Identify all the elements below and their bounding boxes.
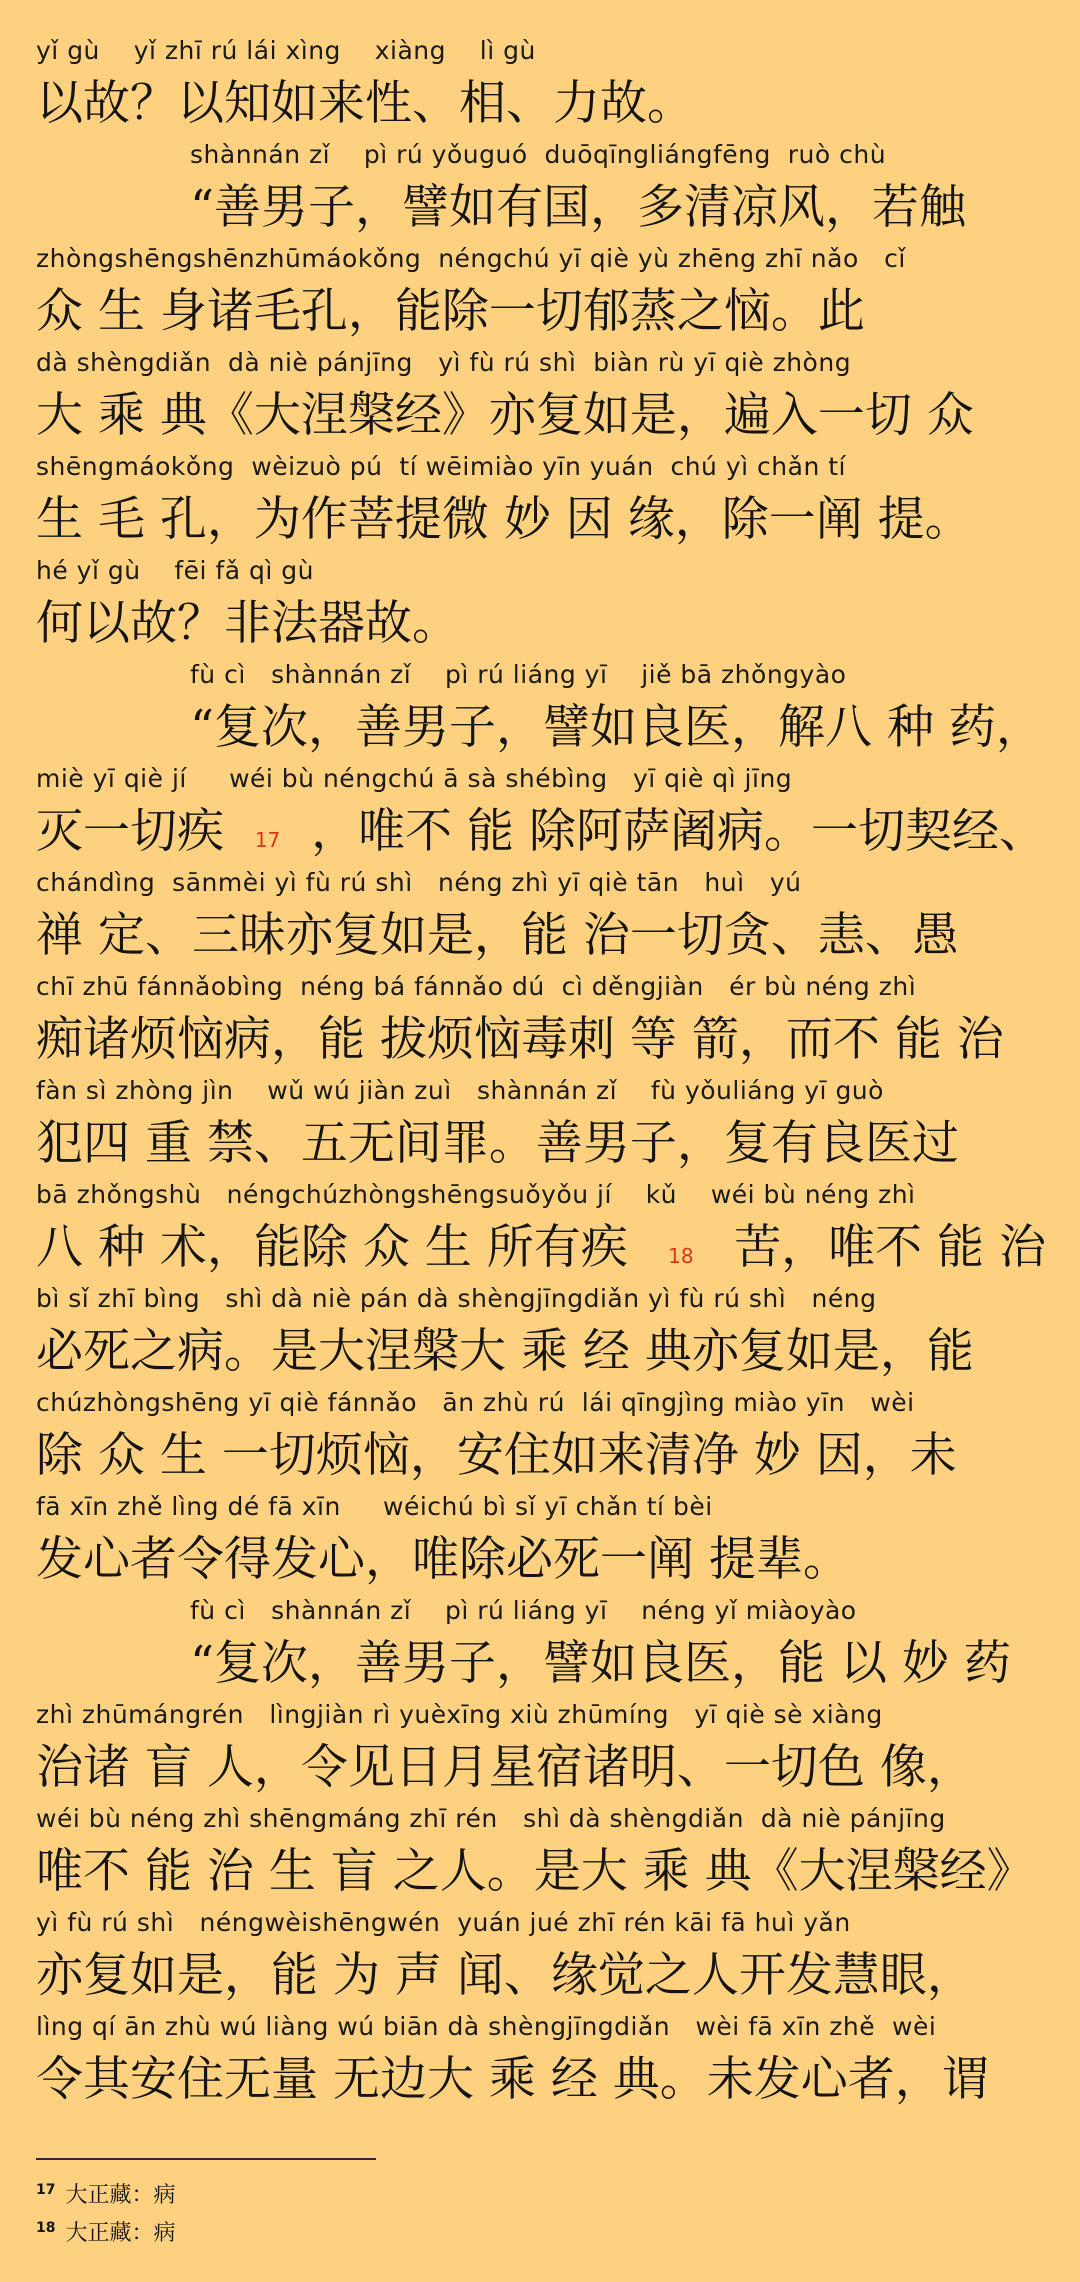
pinyin-text: chándìng sānmèi yì fù rú shì néng zhì yī qiè tān huì yú bbox=[36, 868, 802, 897]
pinyin-text: chúzhòngshēng yī qiè fánnǎo ān zhù rú lái qīngjìng miào yīn wèi bbox=[36, 1388, 915, 1417]
hanzi-line bbox=[36, 282, 1046, 342]
hanzi-text: 亦复如是，能 为 声 闻、缘觉之人开发慧眼， bbox=[36, 1948, 974, 2003]
pinyin-text: zhì zhūmángrén lìngjiàn rì yuèxīng xiù zhūmíng yī qiè sè xiàng bbox=[36, 1700, 883, 1729]
pinyin-text: fù cì shànnán zǐ pì rú liáng yī néng yǐ miàoyào bbox=[190, 1596, 857, 1625]
text-line bbox=[36, 346, 1046, 443]
pinyin-line bbox=[36, 1906, 1046, 1946]
pinyin-line bbox=[36, 1490, 1046, 1530]
text-line bbox=[36, 34, 1046, 131]
pinyin-text: chī zhū fánnǎobìng néng bá fánnǎo dú cì děngjiàn ér bù néng zhì bbox=[36, 972, 917, 1001]
hanzi-text: 犯四 重 禁、五无间罪。善男子，复有良医过 bbox=[36, 1116, 959, 1171]
footnote-text: 大正藏：病 bbox=[65, 2221, 176, 2246]
text-line bbox=[36, 1178, 1046, 1275]
pinyin-line bbox=[36, 762, 1046, 802]
pinyin-text: lìng qí ān zhù wú liàng wú biān dà shèngjīngdiǎn wèi fā xīn zhě wèi bbox=[36, 2012, 937, 2041]
hanzi-text: 除 众 生 一切烦恼，安住如来清净 妙 因，未 bbox=[36, 1428, 957, 1483]
hanzi-line bbox=[36, 1530, 1046, 1590]
footnote-marker[interactable]: 17 bbox=[254, 828, 281, 852]
text-line bbox=[36, 762, 1046, 859]
pinyin-line bbox=[36, 1282, 1046, 1322]
footnote-number: 18 bbox=[36, 2219, 56, 2236]
pinyin-text: bā zhǒngshù néngchúzhòngshēngsuǒyǒu jí kǔ wéi bù néng zhì bbox=[36, 1180, 916, 1209]
hanzi-text: 令其安住无量 无边大 乘 经 典。未发心者，谓 bbox=[36, 2052, 989, 2107]
footnote-divider bbox=[36, 2158, 376, 2160]
hanzi-line bbox=[190, 698, 1046, 758]
pinyin-line bbox=[36, 2010, 1046, 2050]
pinyin-text: wéi bù néng zhì shēngmáng zhī rén shì dà shèngdiǎn dà niè pánjīng bbox=[36, 1804, 946, 1833]
hanzi-line bbox=[36, 490, 1046, 550]
pinyin-text: yì fù rú shì néngwèishēngwén yuán jué zhī rén kāi fā huì yǎn bbox=[36, 1908, 851, 1937]
pinyin-text: zhòngshēngshēnzhūmáokǒng néngchú yī qiè yù zhēng zhī nǎo cǐ bbox=[36, 244, 906, 273]
hanzi-text: “善男子，譬如有国，多清凉风，若触 bbox=[190, 180, 967, 235]
pinyin-text: fā xīn zhě lìng dé fā xīn wéichú bì sǐ yī chǎn tí bèi bbox=[36, 1492, 713, 1521]
hanzi-text: 灭一切疾 bbox=[36, 804, 224, 859]
pinyin-text: shànnán zǐ pì rú yǒuguó duōqīngliángfēng ruò chù bbox=[190, 140, 887, 169]
hanzi-line bbox=[36, 1114, 1046, 1174]
hanzi-line bbox=[36, 386, 1046, 446]
text-line bbox=[36, 1386, 1046, 1483]
pinyin-text: miè yī qiè jí wéi bù néngchú ā sà shébìng yī qiè qì jīng bbox=[36, 764, 793, 793]
hanzi-text: 发心者令得发心，唯除必死一阐 提辈。 bbox=[36, 1532, 850, 1587]
hanzi-line bbox=[36, 802, 1046, 870]
footnote-marker[interactable]: 18 bbox=[668, 1244, 694, 1268]
hanzi-line bbox=[36, 1738, 1046, 1798]
pinyin-line bbox=[36, 970, 1046, 1010]
hanzi-line bbox=[36, 1426, 1046, 1486]
hanzi-text: ，唯不 能 除阿萨阇病。一切契经、 bbox=[311, 804, 1046, 859]
pinyin-line bbox=[36, 1178, 1046, 1218]
hanzi-line bbox=[36, 1218, 1046, 1286]
text-line bbox=[190, 658, 1046, 755]
pinyin-line bbox=[190, 138, 1046, 178]
text-line bbox=[36, 554, 1046, 651]
hanzi-line bbox=[190, 178, 1046, 238]
pinyin-line bbox=[36, 34, 1046, 74]
hanzi-line bbox=[36, 2050, 1046, 2110]
hanzi-text: 大 乘 典《大涅槃经》亦复如是，遍入一切 众 bbox=[36, 388, 974, 443]
hanzi-text: 禅 定、三昧亦复如是，能 治一切贪、恚、愚 bbox=[36, 908, 959, 963]
hanzi-text: 八 种 术，能除 众 生 所有疾 bbox=[36, 1220, 628, 1275]
pinyin-text: dà shèngdiǎn dà niè pánjīng yì fù rú shì biàn rù yī qiè zhòng bbox=[36, 348, 852, 377]
hanzi-line bbox=[36, 1010, 1046, 1070]
hanzi-line bbox=[36, 594, 1046, 654]
hanzi-line bbox=[36, 1842, 1046, 1902]
pinyin-line bbox=[190, 1594, 1046, 1634]
pinyin-text: bì sǐ zhī bìng shì dà niè pán dà shèngjīngdiǎn yì fù rú shì néng bbox=[36, 1284, 877, 1313]
text-line bbox=[36, 1282, 1046, 1379]
pinyin-line bbox=[36, 1698, 1046, 1738]
text-line bbox=[36, 970, 1046, 1067]
text-line bbox=[36, 2010, 1046, 2107]
hanzi-line bbox=[36, 74, 1046, 134]
hanzi-text: 苦，唯不 能 治 bbox=[734, 1220, 1046, 1275]
hanzi-line bbox=[36, 1946, 1046, 2006]
hanzi-text: 唯不 能 治 生 盲 之人。是大 乘 典《大涅槃经》 bbox=[36, 1844, 1034, 1899]
footnote-17 bbox=[36, 2178, 176, 2209]
pinyin-line bbox=[36, 1074, 1046, 1114]
hanzi-text: 何以故？非法器故。 bbox=[36, 596, 459, 651]
text-line bbox=[190, 138, 1046, 235]
pinyin-line bbox=[36, 450, 1046, 490]
pinyin-text: hé yǐ gù fēi fǎ qì gù bbox=[36, 556, 314, 585]
pinyin-line bbox=[36, 242, 1046, 282]
pinyin-text: yǐ gù yǐ zhī rú lái xìng xiàng lì gù bbox=[36, 36, 536, 65]
footnote-18 bbox=[36, 2216, 176, 2247]
pinyin-line bbox=[36, 554, 1046, 594]
pinyin-text: fàn sì zhòng jìn wǔ wú jiàn zuì shànnán zǐ fù yǒuliáng yī guò bbox=[36, 1076, 884, 1105]
pinyin-line bbox=[190, 658, 1046, 698]
text-line bbox=[36, 866, 1046, 963]
hanzi-text: “复次，善男子，譬如良医，能 以 妙 药 bbox=[190, 1636, 1011, 1691]
pinyin-line bbox=[36, 866, 1046, 906]
hanzi-text: 以故？以知如来性、相、力故。 bbox=[36, 76, 694, 131]
pinyin-text: fù cì shànnán zǐ pì rú liáng yī jiě bā zhǒngyào bbox=[190, 660, 847, 689]
hanzi-text: 痴诸烦恼病，能 拔烦恼毒刺 等 箭，而不 能 治 bbox=[36, 1012, 1004, 1067]
pinyin-line bbox=[36, 1386, 1046, 1426]
text-line bbox=[36, 1490, 1046, 1587]
footnote-number: 17 bbox=[36, 2181, 56, 2198]
hanzi-text: 治诸 盲 人，令见日月星宿诸明、一切色 像， bbox=[36, 1740, 974, 1795]
text-line bbox=[36, 1906, 1046, 2003]
text-line bbox=[36, 1074, 1046, 1171]
pinyin-text: shēngmáokǒng wèizuò pú tí wēimiào yīn yuán chú yì chǎn tí bbox=[36, 452, 846, 481]
hanzi-line bbox=[36, 906, 1046, 966]
hanzi-text: 众 生 身诸毛孔，能除一切郁蒸之恼。此 bbox=[36, 284, 865, 339]
hanzi-line bbox=[36, 1322, 1046, 1382]
hanzi-text: “复次，善男子，譬如良医，解八 种 药， bbox=[190, 700, 1043, 755]
hanzi-text: 必死之病。是大涅槃大 乘 经 典亦复如是，能 bbox=[36, 1324, 974, 1379]
hanzi-text: 生 毛 孔，为作菩提微 妙 因 缘，除一阐 提。 bbox=[36, 492, 972, 547]
pinyin-line bbox=[36, 346, 1046, 386]
text-line bbox=[36, 450, 1046, 547]
text-line bbox=[190, 1594, 1046, 1691]
text-line bbox=[36, 242, 1046, 339]
footnote-text: 大正藏：病 bbox=[65, 2183, 176, 2208]
hanzi-line bbox=[190, 1634, 1046, 1694]
text-line bbox=[36, 1802, 1046, 1899]
text-line bbox=[36, 1698, 1046, 1795]
pinyin-line bbox=[36, 1802, 1046, 1842]
